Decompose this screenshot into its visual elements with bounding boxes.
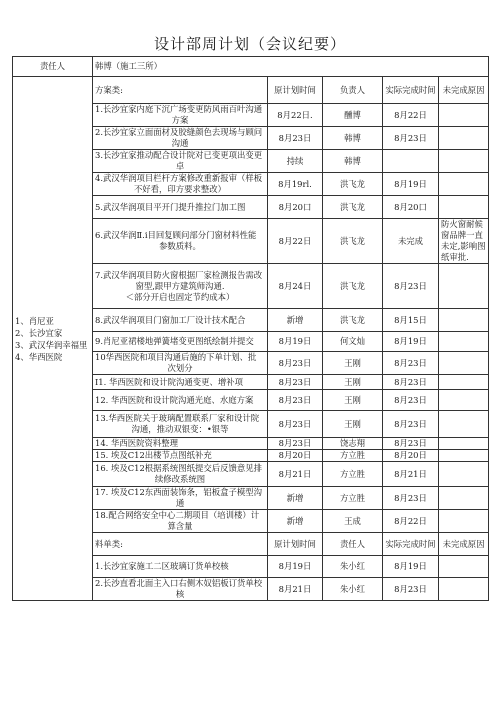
actual-date: 8月21日: [383, 462, 439, 487]
reason-note: [439, 556, 489, 578]
actual-date: 8月22日: [383, 510, 439, 533]
planned-date: 8月20口: [268, 196, 323, 219]
owner-name: 王刚: [323, 390, 383, 411]
task-text: 2.长沙直看北面主入口右侧木奴铝板订货单校: [95, 578, 263, 588]
task-text: 16. 埃及C12根据系统图纸提交后反馈意见排: [95, 463, 263, 473]
task-text-continued: 算含量: [167, 521, 193, 531]
responsible-value: 韩博（施工三所）: [93, 57, 489, 77]
responsible-row: [13, 57, 489, 77]
planned-date: 新增: [268, 487, 323, 510]
owner-name: 王刚: [323, 411, 383, 438]
task-cell: [93, 411, 268, 438]
task-text-note: ＜部分开启也固定节约成本）: [125, 291, 235, 302]
reason-note: 防火窗耐候窗品牌一直未定,影响图纸审批.: [439, 219, 489, 264]
task-text-continued: 沟通，推动双银变：•银等: [131, 424, 229, 434]
task-text: 4.武汉华润项目栏杆方案修改重新报审（样板: [95, 173, 263, 183]
weekly-plan-table: [12, 56, 489, 601]
task-text: 1.长沙宜家内庭下沉广场变更防风雨百叶沟通: [95, 104, 263, 114]
task-text-continued: 窗型,跟甲方建筑师沟通.: [135, 280, 225, 291]
owner-name: 方立胜: [323, 450, 383, 462]
reason-note: [439, 309, 489, 332]
task-cell: [93, 309, 268, 332]
owner-name: 方立胜: [323, 487, 383, 510]
task-cell: [93, 150, 268, 173]
actual-date: 未完成: [383, 219, 439, 264]
task-cell: [93, 352, 268, 375]
actual-date: [383, 150, 439, 173]
task-text-continued: 核: [175, 589, 185, 599]
reason-note: [439, 127, 489, 150]
actual-date: 8月23日: [383, 487, 439, 510]
task-text: 6.武汉华润Ⅱ.i目回复顾问部分门窗材料性能: [95, 230, 257, 240]
task-cell: [93, 438, 268, 450]
reason-note: [439, 438, 489, 450]
task-cell: [93, 127, 268, 150]
owner-name: 洪飞龙: [323, 264, 383, 309]
actual-date: 8月23日: [383, 390, 439, 411]
planned-date: 新增: [268, 309, 323, 332]
task-text: 5.武汉华润项目平开门提升推拉门加工图: [95, 201, 246, 212]
actual-date: 8月19日: [383, 332, 439, 352]
owner-name: 醺博: [323, 104, 383, 127]
reason-note: [439, 462, 489, 487]
task-text: 10华西医院和项目沟通后施的下单计划、批: [95, 352, 257, 362]
planned-date: 8月19rl.: [268, 173, 323, 196]
actual-date: 8月23日: [383, 352, 439, 375]
task-text: 9.肖尼亚裙楼地弹簧堵变更图纸绘制并提交: [95, 336, 254, 346]
col-reason-header: 未完成原因: [439, 77, 489, 104]
task-text: 15. 埃及C12出楼节点图纸补充: [95, 450, 212, 460]
actual-date: 8月23日: [383, 127, 439, 150]
task-text: 14. 华西医院资料整理: [95, 438, 178, 448]
task-cell: [93, 375, 268, 390]
task-text-continued: 沟通: [171, 138, 189, 148]
planned-date: 8月23日: [268, 352, 323, 375]
task-text-continued: 卓: [175, 161, 185, 171]
owner-name: 何文灿: [323, 332, 383, 352]
task-text: 7.武汉华润项目防火窗根据厂家检测报告需改: [95, 269, 263, 280]
task-text: 1.长沙宜家施工二区玻璃订货单校核: [95, 561, 229, 571]
reason-note: [439, 173, 489, 196]
owner-name: 韩博: [323, 150, 383, 173]
reason-note: [439, 352, 489, 375]
category-label: 方案类:: [93, 77, 268, 104]
col-reason-header: 未完成原因: [439, 533, 489, 556]
task-cell: [93, 450, 268, 462]
col-owner-header: 负责人: [323, 77, 383, 104]
task-cell: [93, 462, 268, 487]
planned-date: 8月23日: [268, 127, 323, 150]
actual-date: 8月19日: [383, 556, 439, 578]
planned-date: 8月21日: [268, 578, 323, 601]
owner-name: 王刚: [323, 375, 383, 390]
owner-name: 韩博: [323, 127, 383, 150]
task-cell: [93, 487, 268, 510]
owner-name: 洪飞龙: [323, 173, 383, 196]
task-text: 12. 华西医院和设计院沟通光庭、水庭方案: [95, 394, 254, 405]
planned-date: 8月19日: [268, 556, 323, 578]
task-text: 18.配合网络安全中心二期项目（培训楼）计: [95, 510, 260, 520]
plan-header: [13, 77, 489, 104]
owner-name: 朱小红: [323, 556, 383, 578]
task-cell: [93, 578, 268, 601]
actual-date: 8月23日: [383, 375, 439, 390]
actual-date: 8月22日: [383, 104, 439, 127]
task-text-continued: 参数质料。: [159, 241, 201, 251]
reason-note: [439, 390, 489, 411]
task-text: 17. 埃及C12东西面装饰条，铝板盒子模型沟: [95, 487, 263, 497]
actual-date: 8月20日: [383, 450, 439, 462]
owner-name: 洪飞龙: [323, 219, 383, 264]
task-text: 8.武汉华润项目门窗加工厂设计技术配合: [95, 314, 246, 325]
task-text-continued: 次划分: [167, 363, 193, 373]
planned-date: 8月20日: [268, 450, 323, 462]
col-planned-header: 原计划时间: [268, 77, 323, 104]
category-label: 料单类:: [93, 533, 268, 556]
actual-date: 8月23日: [383, 438, 439, 450]
task-cell: [93, 219, 268, 264]
owner-name: 饶志翔: [323, 438, 383, 450]
task-cell: [93, 556, 268, 578]
task-text: 3.长沙宜家推动配合设计院对已变更项出变更: [95, 150, 263, 160]
reason-note: [439, 332, 489, 352]
task-cell: [93, 104, 268, 127]
owner-name: 王刚: [323, 352, 383, 375]
planned-date: 8月24日: [268, 264, 323, 309]
people-item: 4、华西医院: [15, 351, 63, 362]
reason-note: [439, 510, 489, 533]
task-cell: [93, 173, 268, 196]
reason-note: [439, 104, 489, 127]
actual-date: 8月20口: [383, 196, 439, 219]
owner-name: 洪飞龙: [323, 196, 383, 219]
task-cell: [93, 196, 268, 219]
reason-note: [439, 150, 489, 173]
actual-date: 8月23日: [383, 264, 439, 309]
planned-date: 8月21日: [268, 462, 323, 487]
task-text: 13.华西医院关于玻璃配置联系厂家和设计院: [95, 413, 260, 423]
reason-note: [439, 264, 489, 309]
reason-note: [439, 578, 489, 601]
col-planned-header: 原计划时间: [268, 533, 323, 556]
reason-note: [439, 450, 489, 462]
task-text-continued: 通: [175, 498, 185, 508]
people-item: 2、长沙宜家: [15, 327, 63, 338]
actual-date: 8月23日: [383, 411, 439, 438]
owner-name: 朱小红: [323, 578, 383, 601]
planned-date: 8月23日: [268, 411, 323, 438]
planned-date: 8月23日: [268, 438, 323, 450]
task-cell: [93, 510, 268, 533]
task-text: 2.长沙宜家立面面材及胶缝颜色去现场与顾问: [95, 127, 263, 137]
planned-date: 8月23日: [268, 390, 323, 411]
task-text: I1. 华西医院和设计院沟通变更、增补项: [95, 376, 243, 387]
task-cell: [93, 332, 268, 352]
planned-date: 8月19日: [268, 332, 323, 352]
reason-note: [439, 375, 489, 390]
planned-date: 8月22日: [268, 219, 323, 264]
task-text-continued: 方案: [171, 115, 189, 125]
col-actual-header: 实际完成时间: [383, 533, 439, 556]
responsible-label: 责任人: [13, 57, 93, 77]
planned-date: 8月23日: [268, 375, 323, 390]
task-text-continued: 不好看，印方要求整改）: [133, 184, 227, 194]
owner-name: 方立胜: [323, 462, 383, 487]
reason-note: [439, 196, 489, 219]
people-item: 1、肖尼亚: [15, 315, 54, 326]
actual-date: 8月23日: [383, 578, 439, 601]
owner-name: 王成: [323, 510, 383, 533]
owner-name: 洪飞龙: [323, 309, 383, 332]
planned-date: 新增: [268, 510, 323, 533]
actual-date: 8月19日: [383, 173, 439, 196]
reason-note: [439, 411, 489, 438]
people-cell: [13, 77, 93, 601]
task-cell: [93, 390, 268, 411]
col-actual-header: 实际完成时间: [383, 77, 439, 104]
planned-date: 8月22日.: [268, 104, 323, 127]
col-owner-header: 责任人: [323, 533, 383, 556]
reason-note: [439, 487, 489, 510]
page-title: 设计部周计划（会议纪要）: [153, 35, 346, 53]
planned-date: 持续: [268, 150, 323, 173]
people-item: 3、武汉华润幸福里: [15, 339, 88, 350]
task-text-continued: 续修改系统图: [154, 474, 206, 484]
actual-date: 8月15日: [383, 309, 439, 332]
task-cell: [93, 264, 268, 309]
